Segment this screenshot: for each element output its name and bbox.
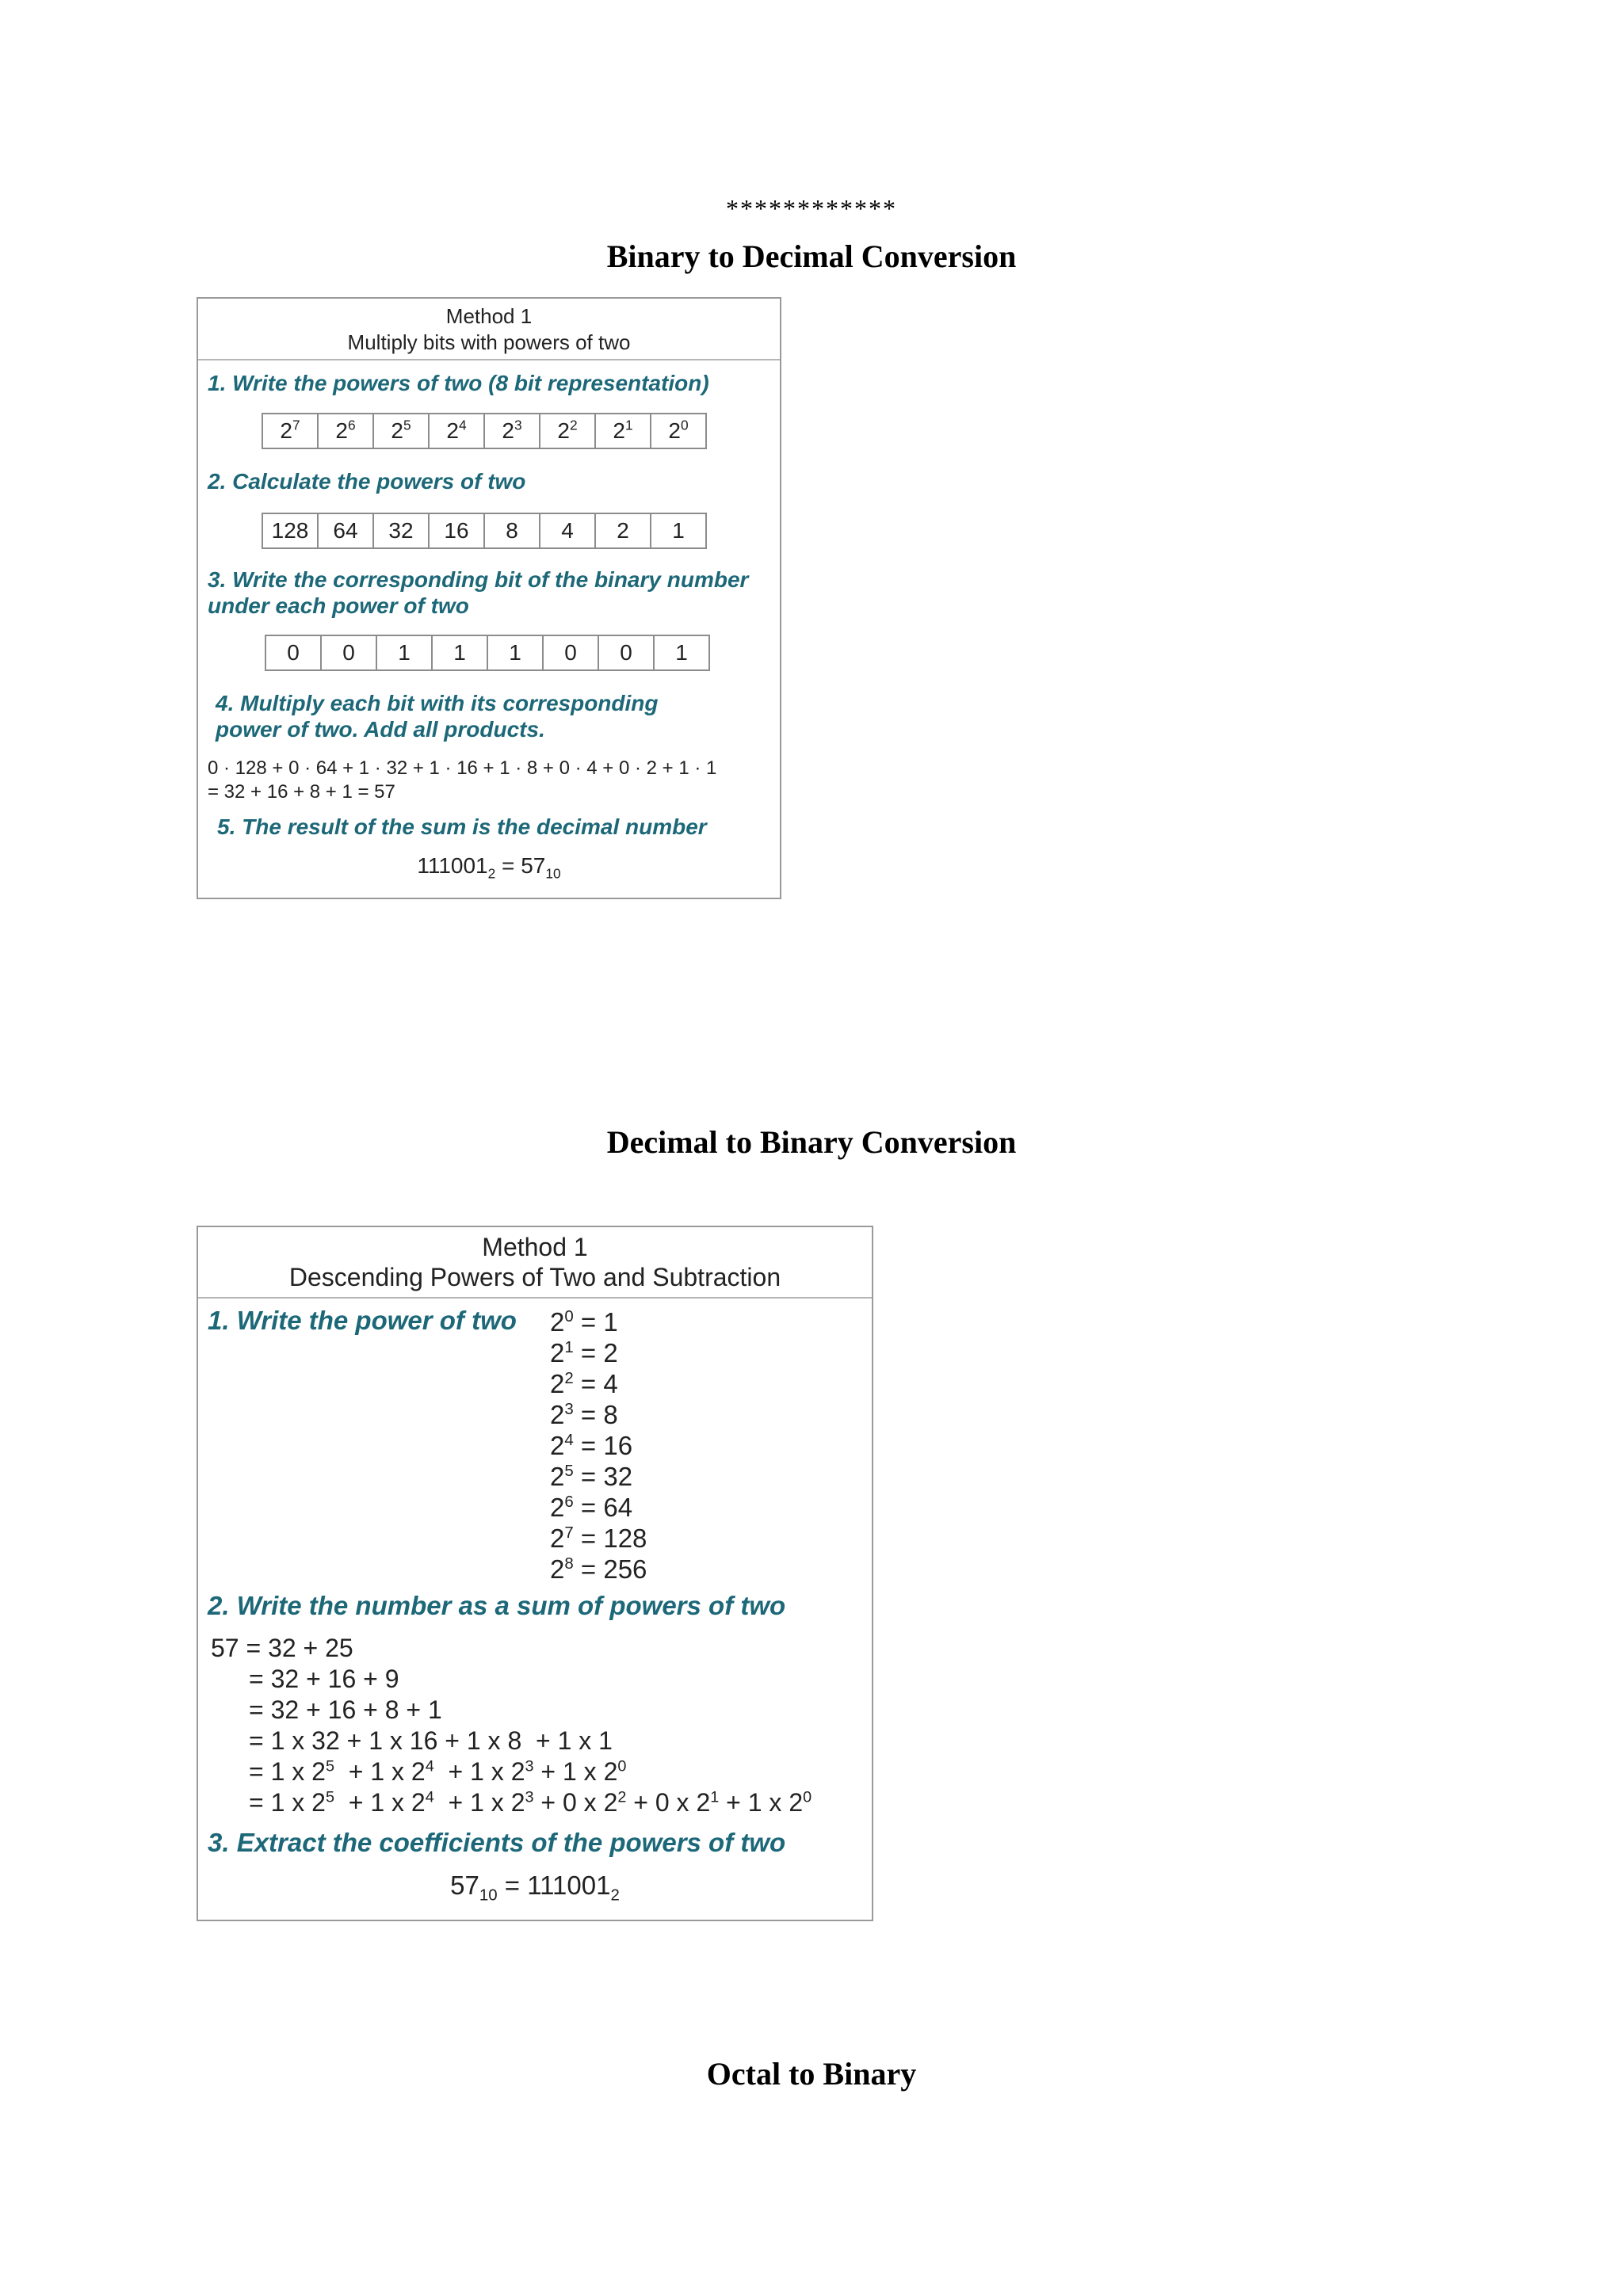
method-subtitle: Descending Powers of Two and Subtraction [288, 1263, 781, 1291]
exponent: 4 [458, 417, 467, 433]
power-value: = 1 [573, 1307, 618, 1337]
power-value: = 128 [573, 1524, 647, 1553]
result-decimal: 57 [450, 1871, 479, 1900]
separator-stars: ************ [726, 194, 897, 223]
step-2-label: 2. Calculate the powers of two [208, 469, 526, 494]
power-of-two-line: $2^3 = 8$ [550, 1400, 618, 1429]
exponent-cell: $2^0$ [651, 414, 706, 448]
exponent: 6 [564, 1493, 574, 1511]
step-3-label: 3. Extract the coefficients of the powers of two [208, 1828, 786, 1857]
result-base-2: 2 [487, 865, 496, 882]
power-value: = 4 [573, 1369, 618, 1398]
step-2-label: 2. Write the number as a sum of powers of two [208, 1591, 786, 1620]
exponent-cell: $2^4$ [429, 414, 484, 448]
bit-cell: 1 [654, 635, 709, 670]
power-value: = 8 [573, 1400, 618, 1429]
power-of-two-line: $2^2 = 4$ [550, 1369, 618, 1398]
exponent: 4 [564, 1431, 574, 1449]
sum-line-2: = 32 + 16 + 9 [249, 1665, 399, 1693]
exponent: 8 [564, 1554, 574, 1573]
step-4-line-2: power of two. Add all products. [216, 717, 545, 742]
sum-line-5: = 1 x $2^5 + 1$ x $2^4 + 1$ x $2^3 + 1$ x $2^0$ [249, 1757, 627, 1786]
method-title: Method 1 [445, 304, 533, 328]
power-value-cell: 4 [540, 513, 595, 548]
exponent: 7 [564, 1524, 574, 1542]
power-value: = 256 [573, 1554, 647, 1584]
bit-cell: 1 [376, 635, 432, 670]
power-value-cell: 8 [484, 513, 540, 548]
exponent-cell: $2^6$ [318, 414, 373, 448]
exponent-cell: $2^5$ [373, 414, 429, 448]
result-base-10: 10 [545, 865, 561, 882]
exponent: 2 [569, 417, 578, 433]
power-of-two-line: $2^5 = 32$ [550, 1462, 633, 1491]
power-of-two-line: $2^6 = 64$ [550, 1493, 633, 1522]
result-base-10: 10 [479, 1886, 498, 1905]
result-binary: 111001 [417, 853, 488, 878]
bit-cell: 1 [432, 635, 487, 670]
bit-cell: 1 [487, 635, 543, 670]
power-value: = 2 [573, 1338, 618, 1367]
exponent: 6 [347, 417, 356, 433]
exponent: 0 [564, 1307, 574, 1325]
exponent: 5 [564, 1462, 574, 1480]
power-value-cell: 1 [651, 513, 706, 548]
power-value: = 32 [573, 1462, 633, 1491]
box-header [198, 1227, 872, 1299]
bit-cell: 0 [265, 635, 321, 670]
power-of-two-line: $2^1 = 2$ [550, 1338, 618, 1367]
step-5-label: 5. The result of the sum is the decimal number [217, 814, 707, 839]
power-value: = 16 [573, 1431, 633, 1460]
power-value-cell: 2 [595, 513, 651, 548]
heading-binary-to-decimal: Binary to Decimal Conversion [606, 238, 1017, 274]
exponent: 1 [564, 1338, 574, 1356]
step-1-label: 1. Write the powers of two (8 bit representation) [208, 371, 709, 395]
exponent: 3 [564, 1400, 574, 1418]
step-4-line-1: 4. Multiply each bit with its corresponding [216, 691, 659, 715]
step-3-line-2: under each power of two [208, 593, 469, 618]
bit-cell: 0 [598, 635, 654, 670]
power-of-two-line: $2^8 = 256$ [550, 1554, 647, 1584]
heading-octal-to-binary: Octal to Binary [706, 2056, 917, 2092]
calculation-line-1: 0 · 128 + 0 · 64 + 1 · 32 + 1 · 16 + 1 · 8 + 0 · 4 + 0 · 2 + 1 · 1 [208, 757, 717, 779]
exponent-cell: $2^2$ [540, 414, 595, 448]
result-equals: = [495, 853, 521, 878]
power-value: = 64 [573, 1493, 633, 1522]
exponent-cell: $2^3$ [484, 414, 540, 448]
result-equation [198, 1871, 872, 1905]
power-value-cell: 16 [429, 513, 484, 548]
result-equals: = [497, 1871, 528, 1900]
calculation [208, 757, 716, 804]
step-1-label: 1. Write the power of two [208, 1306, 517, 1335]
method-title: Method 1 [482, 1233, 588, 1261]
exponent: 0 [680, 417, 689, 433]
power-value-cell: 128 [262, 513, 318, 548]
step-4-label [216, 690, 659, 742]
method-subtitle: Multiply bits with powers of two [347, 330, 631, 354]
sum-line-6: = 1 x $2^5 + 1$ x $2^4 + 1$ x $2^3 + 0$ x $2^2 + 0$ x $2^1 + 1$ x $2^0$ [249, 1788, 812, 1817]
box-header [198, 299, 780, 360]
power-of-two-line: $2^4 = 16$ [550, 1431, 633, 1460]
result-equation [198, 853, 780, 882]
exponent: 7 [292, 417, 300, 433]
step-3-line-1: 3. Write the corresponding bit of the binary number [208, 567, 749, 592]
exponent-cell: $2^1$ [595, 414, 651, 448]
exponent: 2 [564, 1369, 574, 1387]
result-base-2: 2 [610, 1886, 620, 1905]
sum-line-1: 57 = 32 + 25 [211, 1634, 353, 1662]
power-of-two-line: $2^0 = 1$ [550, 1307, 618, 1337]
sum-line-3: = 32 + 16 + 8 + 1 [249, 1695, 442, 1724]
bit-cell: 0 [321, 635, 376, 670]
binary-bits-table [265, 635, 710, 671]
heading-decimal-to-binary: Decimal to Binary Conversion [606, 1124, 1017, 1160]
sum-line-4: = 1 x 32 + 1 x 16 + 1 x 8 + 1 x 1 [249, 1726, 613, 1755]
exponent: 1 [624, 417, 633, 433]
calculation-line-2: = 32 + 16 + 8 + 1 = 57 [208, 781, 395, 803]
power-value-cell: 64 [318, 513, 373, 548]
exponent: 5 [403, 417, 411, 433]
exponent: 3 [514, 417, 522, 433]
powers-of-two-exponent-table [262, 413, 707, 449]
bit-cell: 0 [543, 635, 598, 670]
power-value-cell: 32 [373, 513, 429, 548]
powers-of-two-value-table [262, 513, 707, 549]
result-binary: 111001 [527, 1871, 611, 1900]
exponent-cell: $2^7$ [262, 414, 318, 448]
step-3-label [208, 566, 748, 619]
decimal-to-binary-method-box [197, 1226, 873, 1921]
power-of-two-line: $2^7 = 128$ [550, 1524, 647, 1553]
binary-to-decimal-method-box [197, 297, 781, 899]
result-decimal: 57 [521, 853, 546, 878]
